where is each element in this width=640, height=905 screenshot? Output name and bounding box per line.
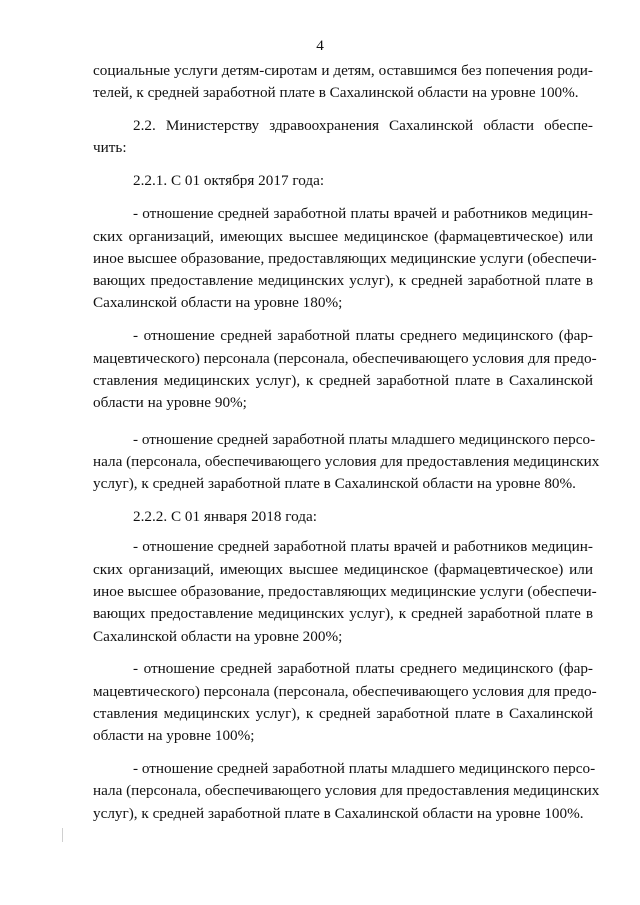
paragraph-item-2-2-2-junior-staff (93, 758, 600, 825)
text-line: - отношение средней заработной платы младшего медицинского персо- (133, 430, 596, 448)
text-line: - отношение средней заработной платы среднего медицинского (фар- (133, 660, 593, 678)
text-line: телей, к средней заработной плате в Сахалинской области на уровне 100%. (93, 84, 579, 102)
text-line: области на уровне 90%; (93, 394, 247, 412)
text-line: ских организаций, имеющих высшее медицинское (фармацевтическое) или (93, 560, 593, 578)
paragraph-item-2-2-1-middle-staff (93, 325, 597, 414)
text-line: Сахалинской области на уровне 200%; (93, 627, 343, 645)
text-line: услуг), к средней заработной плате в Сахалинской области на уровне 100%. (93, 804, 584, 822)
text-line: - отношение средней заработной платы среднего медицинского (фар- (133, 327, 593, 345)
paragraph-item-2-2 (93, 115, 593, 160)
text-line: мацевтического) персонала (персонала, обеспечивающего условия для предо- (93, 349, 597, 367)
text-line: нала (персонала, обеспечивающего условия для предоставления медицинских (93, 782, 600, 800)
text-line: иное высшее образование, предоставляющих медицинские услуги (обеспечи- (93, 249, 597, 267)
text-line: - отношение средней заработной платы младшего медицинского персо- (133, 760, 596, 778)
text-line: вающих предоставление медицинских услуг), к средней заработной плате в (93, 272, 593, 290)
text-line: ставления медицинских услуг), к средней заработной плате в Сахалинской (93, 371, 593, 389)
paragraph-item-2-2-1-doctors (93, 203, 597, 314)
paragraph-intro-continuation (93, 60, 593, 105)
text-line: 2.2. Министерству здравоохранения Сахалинской области обеспе- (133, 117, 593, 135)
heading-item-2-2-1 (93, 170, 593, 192)
text-line: вающих предоставление медицинских услуг), к средней заработной плате в (93, 605, 593, 623)
text-line: социальные услуги детям-сиротам и детям, оставшимся без попечения роди- (93, 62, 593, 79)
page-number: 4 (316, 37, 324, 54)
text-line: области на уровне 100%; (93, 727, 255, 745)
paragraph-item-2-2-2-middle-staff (93, 658, 597, 747)
text-line: - отношение средней заработной платы врачей и работников медицин- (133, 205, 593, 223)
text-line: нала (персонала, обеспечивающего условия для предоставления медицинских (93, 452, 600, 470)
text-line: услуг), к средней заработной плате в Сахалинской области на уровне 80%. (93, 475, 576, 493)
text-line: 2.2.2. С 01 января 2018 года: (133, 508, 317, 526)
text-line: ставления медицинских услуг), к средней заработной плате в Сахалинской (93, 704, 593, 722)
text-line: - отношение средней заработной платы врачей и работников медицин- (133, 538, 593, 556)
scan-margin-mark (62, 828, 63, 842)
text-line: 2.2.1. С 01 октября 2017 года: (133, 172, 325, 190)
document-body (93, 60, 600, 825)
text-line: ских организаций, имеющих высшее медицинское (фармацевтическое) или (93, 227, 593, 245)
text-line: чить: (93, 139, 127, 157)
text-line: иное высшее образование, предоставляющих медицинские услуги (обеспечи- (93, 582, 597, 600)
heading-item-2-2-2 (93, 506, 593, 528)
text-line: мацевтического) персонала (персонала, обеспечивающего условия для предо- (93, 682, 597, 700)
paragraph-item-2-2-1-junior-staff (93, 429, 600, 496)
paragraph-item-2-2-2-doctors (93, 536, 597, 647)
text-line: Сахалинской области на уровне 180%; (93, 294, 343, 312)
